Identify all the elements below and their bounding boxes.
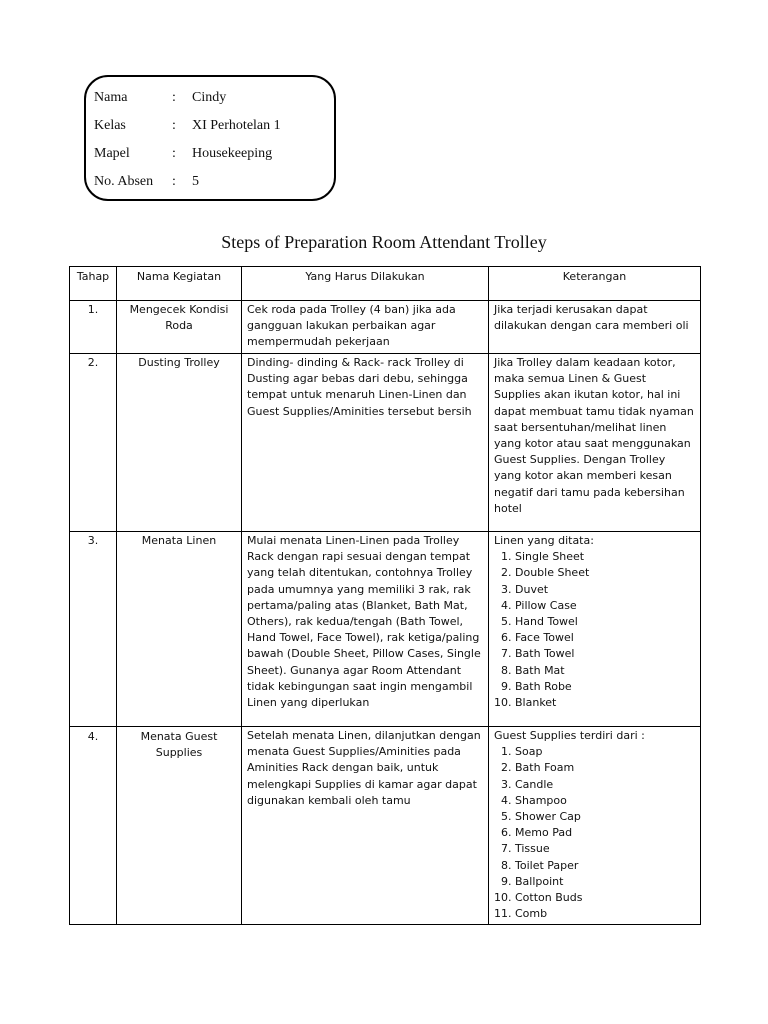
info-value: XI Perhotelan 1 — [192, 118, 281, 133]
info-value: Cindy — [192, 90, 227, 105]
list-item: 1. Soap — [515, 744, 695, 760]
header-keterangan: Keterangan — [489, 267, 701, 301]
linen-list — [494, 549, 695, 711]
cell-yang: Cek roda pada Trolley (4 ban) jika ada gangguan lakukan perbaikan agar mempermudah pekerjaan — [242, 301, 489, 354]
list-item: 7. Bath Towel — [515, 646, 695, 662]
list-item: 11. Comb — [515, 906, 695, 922]
list-item: 10. Cotton Buds — [515, 890, 695, 906]
cell-keterangan — [489, 532, 701, 727]
cell-tahap: 1. — [70, 301, 117, 354]
list-item: 7. Tissue — [515, 841, 695, 857]
list-item: 8. Bath Mat — [515, 663, 695, 679]
document-title: Steps of Preparation Room Attendant Trolley — [221, 232, 547, 252]
keterangan-intro: Guest Supplies terdiri dari : — [494, 729, 645, 742]
info-label: Kelas — [94, 118, 126, 133]
list-item: 4. Shampoo — [515, 793, 695, 809]
info-separator: : — [172, 118, 176, 133]
info-label: No. Absen — [94, 174, 154, 189]
table-row — [70, 532, 701, 727]
cell-nama: Menata Linen — [117, 532, 242, 727]
info-label: Nama — [94, 90, 128, 105]
list-item: 8. Toilet Paper — [515, 858, 695, 874]
info-separator: : — [172, 146, 176, 161]
list-item: 9. Bath Robe — [515, 679, 695, 695]
info-value: Housekeeping — [192, 146, 273, 161]
table-header-row — [70, 267, 701, 301]
table-row — [70, 727, 701, 925]
cell-keterangan: Jika terjadi kerusakan dapat dilakukan dengan cara memberi oli — [489, 301, 701, 354]
cell-tahap: 3. — [70, 532, 117, 727]
list-item: 1. Single Sheet — [515, 549, 695, 565]
header-yang-harus-dilakukan: Yang Harus Dilakukan — [242, 267, 489, 301]
list-item: 3. Duvet — [515, 582, 695, 598]
cell-yang: Dinding- dinding & Rack- rack Trolley di Dusting agar bebas dari debu, sehingga tempat untuk menaruh Linen-Linen dan Guest Supplies/Aminities tersebut bersih — [242, 354, 489, 532]
info-separator: : — [172, 174, 176, 189]
student-info-box — [84, 75, 336, 201]
list-item: 4. Pillow Case — [515, 598, 695, 614]
info-label: Mapel — [94, 146, 130, 161]
info-separator: : — [172, 90, 176, 105]
steps-table — [69, 266, 701, 925]
cell-nama: Dusting Trolley — [117, 354, 242, 532]
cell-nama: Menata Guest Supplies — [117, 727, 242, 925]
table-row — [70, 301, 701, 354]
list-item: 5. Shower Cap — [515, 809, 695, 825]
cell-nama: Mengecek Kondisi Roda — [117, 301, 242, 354]
cell-keterangan — [489, 727, 701, 925]
list-item: 6. Memo Pad — [515, 825, 695, 841]
list-item: 2. Bath Foam — [515, 760, 695, 776]
list-item: 3. Candle — [515, 777, 695, 793]
list-item: 9. Ballpoint — [515, 874, 695, 890]
cell-yang: Mulai menata Linen-Linen pada Trolley Rack dengan rapi sesuai dengan tempat yang telah ditentukan, contohnya Trolley pada umumnya yang memiliki 3 rak, rak pertama/paling atas (Blanket, Bath Mat, Others), rak kedua/tengah (Bath Towel, Hand Towel, Face Towel), rak ketiga/paling bawah (Double Sheet, Pillow Cases, Single Sheet). Gunanya agar Room Attendant tidak kebingungan saat ingin mengambil Linen yang diperlukan — [242, 532, 489, 727]
list-item: 5. Hand Towel — [515, 614, 695, 630]
cell-tahap: 2. — [70, 354, 117, 532]
table-row — [70, 354, 701, 532]
list-item: 10. Blanket — [515, 695, 695, 711]
cell-keterangan: Jika Trolley dalam keadaan kotor, maka semua Linen & Guest Supplies akan ikutan kotor, hal ini dapat membuat tamu tidak nyaman saat bersentuhan/melihat linen yang kotor atau saat menggunakan Guest Supplies. Dengan Trolley yang kotor akan memberi kesan negatif dari tamu pada kebersihan hotel — [489, 354, 701, 532]
guest-supplies-list — [494, 744, 695, 922]
keterangan-intro: Linen yang ditata: — [494, 534, 594, 547]
info-value: 5 — [192, 174, 199, 189]
list-item: 6. Face Towel — [515, 630, 695, 646]
cell-tahap: 4. — [70, 727, 117, 925]
list-item: 2. Double Sheet — [515, 565, 695, 581]
cell-yang: Setelah menata Linen, dilanjutkan dengan menata Guest Supplies/Aminities pada Aminities Rack dengan baik, untuk melengkapi Supplies di kamar agar dapat digunakan kembali oleh tamu — [242, 727, 489, 925]
header-nama-kegiatan: Nama Kegiatan — [117, 267, 242, 301]
header-tahap: Tahap — [70, 267, 117, 301]
